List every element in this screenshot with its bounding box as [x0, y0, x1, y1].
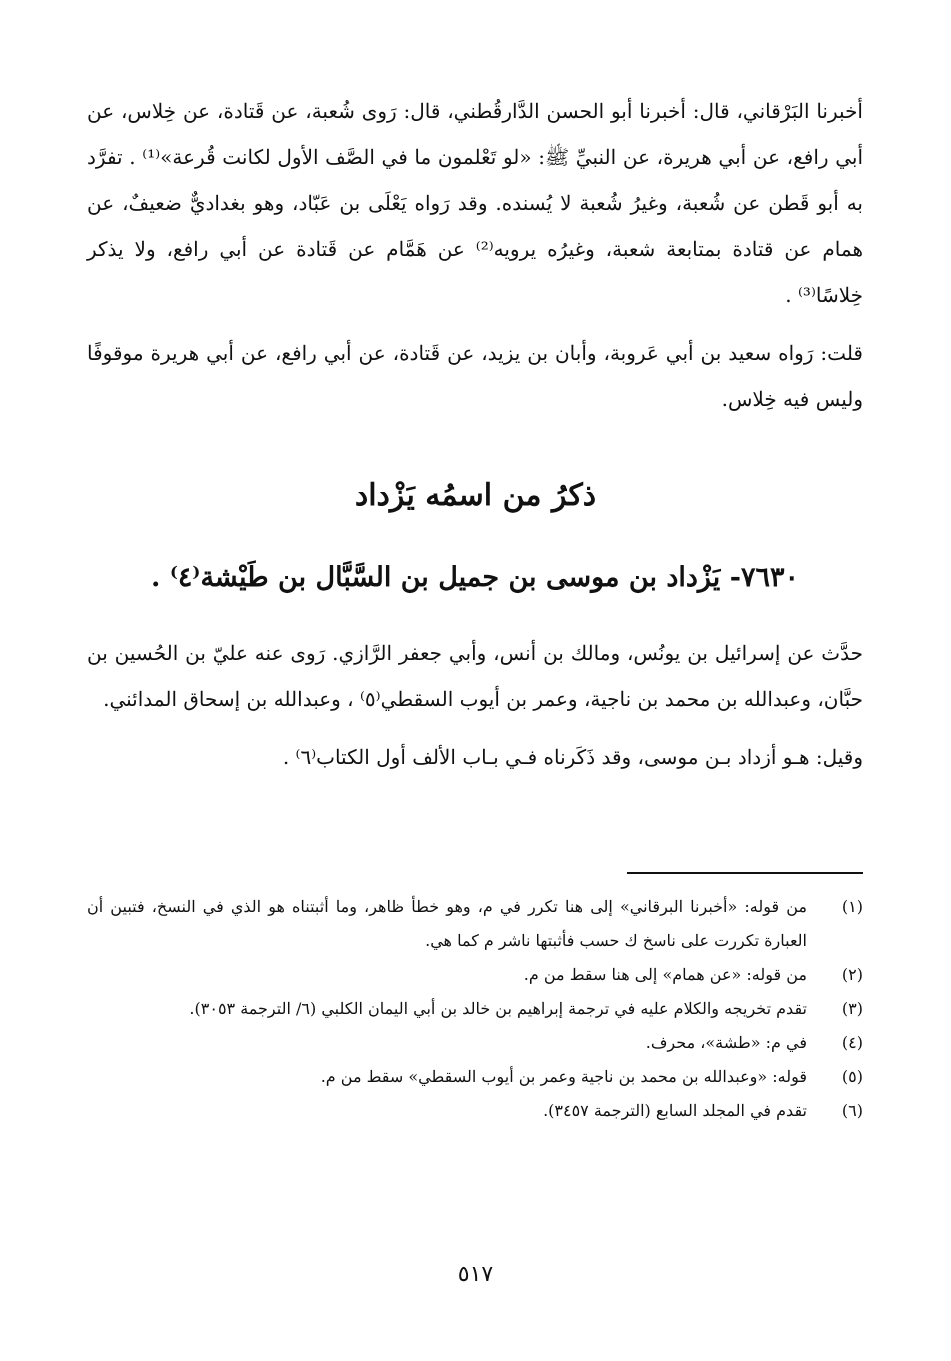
- footnote-number: (٦): [841, 1101, 863, 1120]
- paragraph-narrators: حدَّث عن إسرائيل بن يونُس، ومالك بن أنس، وأبي جعفر الرَّازي. رَوى عنه عليّ بن الحُسين بن حبَّان، وعبدالله بن محمد بن ناجية، وعمر بن أيوب السقطي⁽٥⁾ ، وعبدالله بن إسحاق المدائني.: [87, 641, 863, 711]
- footnote-text: قوله: «وعبدالله بن محمد بن ناجية وعمر بن أيوب السقطي» سقط من م.: [320, 1067, 807, 1086]
- section-heading: ذكرُ من اسمُه يَزْداد: [354, 478, 597, 513]
- footnote-number: (١): [841, 897, 863, 916]
- entry-heading: ٧٦٣٠- يَزْداد بن موسى بن جميل بن السَّبَّال بن طَيْشة⁽٤⁾ .: [151, 562, 799, 593]
- footnote: [87, 1060, 863, 1094]
- footnote-number: (٢): [841, 965, 863, 984]
- footnotes: [87, 890, 863, 1128]
- footnote-text: تقدم في المجلد السابع (الترجمة ٣٤٥٧).: [543, 1101, 807, 1120]
- footnote-number: (٣): [841, 999, 863, 1018]
- footnote: [87, 1094, 863, 1128]
- page-number: ٥١٧: [457, 1262, 494, 1287]
- main-text-entry: [87, 630, 863, 780]
- footnote-text: من قوله: «عن همام» إلى هنا سقط من م.: [523, 965, 807, 984]
- footnote-text: في م: «طشة»، محرف.: [645, 1033, 807, 1052]
- paragraph-hadith: أخبرنا البَرْقاني، قال: أخبرنا أبو الحسن الدَّارقُطني، قال: رَوى شُعبة، عن قَتادة، عن خِلاس، عن أبي رافع، عن أبي هريرة، عن النبيِّ ﷺ: «لو تَعْلمون ما في الصَّف الأول لكانت قُرعة»⁽¹⁾ . تفرَّد به أبو قَطن عن شُعبة، وغيرُ شُعبة لا يُسنده. وقد رَواه يَعْلَى بن عَبّاد، وهو بغداديٌّ ضعيفٌ، عن همام عن قتادة بمتابعة شعبة، وغيرُه يرويه⁽²⁾ عن هَمَّام عن قَتادة عن أبي رافع، ولا يذكر خِلاسًا⁽³⁾ .: [87, 99, 863, 307]
- paragraph-note: وقيل: هـو أزداد بـن موسى، وقد ذَكَرناه فـي بـاب الألف أول الكتاب⁽٦⁾ .: [282, 745, 863, 769]
- footnote: [87, 958, 863, 992]
- footnote-number: (٥): [841, 1067, 863, 1086]
- footnote-text: من قوله: «أخبرنا البرقاني» إلى هنا تكرر في م، وهو خطأ ظاهر، وما أثبتناه هو الذي في النسخ، فتبين أن العبارة تكررت على ناسخ ك حسب فأثبتها ناشر م كما هي.: [87, 897, 807, 950]
- footnote: [87, 890, 863, 958]
- footnote-number: (٤): [841, 1033, 863, 1052]
- footnote-divider: [627, 872, 863, 874]
- footnote-text: تقدم تخريجه والكلام عليه في ترجمة إبراهيم بن خالد بن أبي اليمان الكلبي (٦/ الترجمة ٣٠٥٣).: [189, 999, 807, 1018]
- paragraph-comment: قلت: رَواه سعيد بن أبي عَروبة، وأبان بن يزيد، عن قَتادة، عن أبي رافع، عن أبي هريرة موقوفًا وليس فيه خِلاس.: [87, 341, 863, 411]
- footnote: [87, 992, 863, 1026]
- footnote: [87, 1026, 863, 1060]
- main-text-top: [87, 88, 863, 422]
